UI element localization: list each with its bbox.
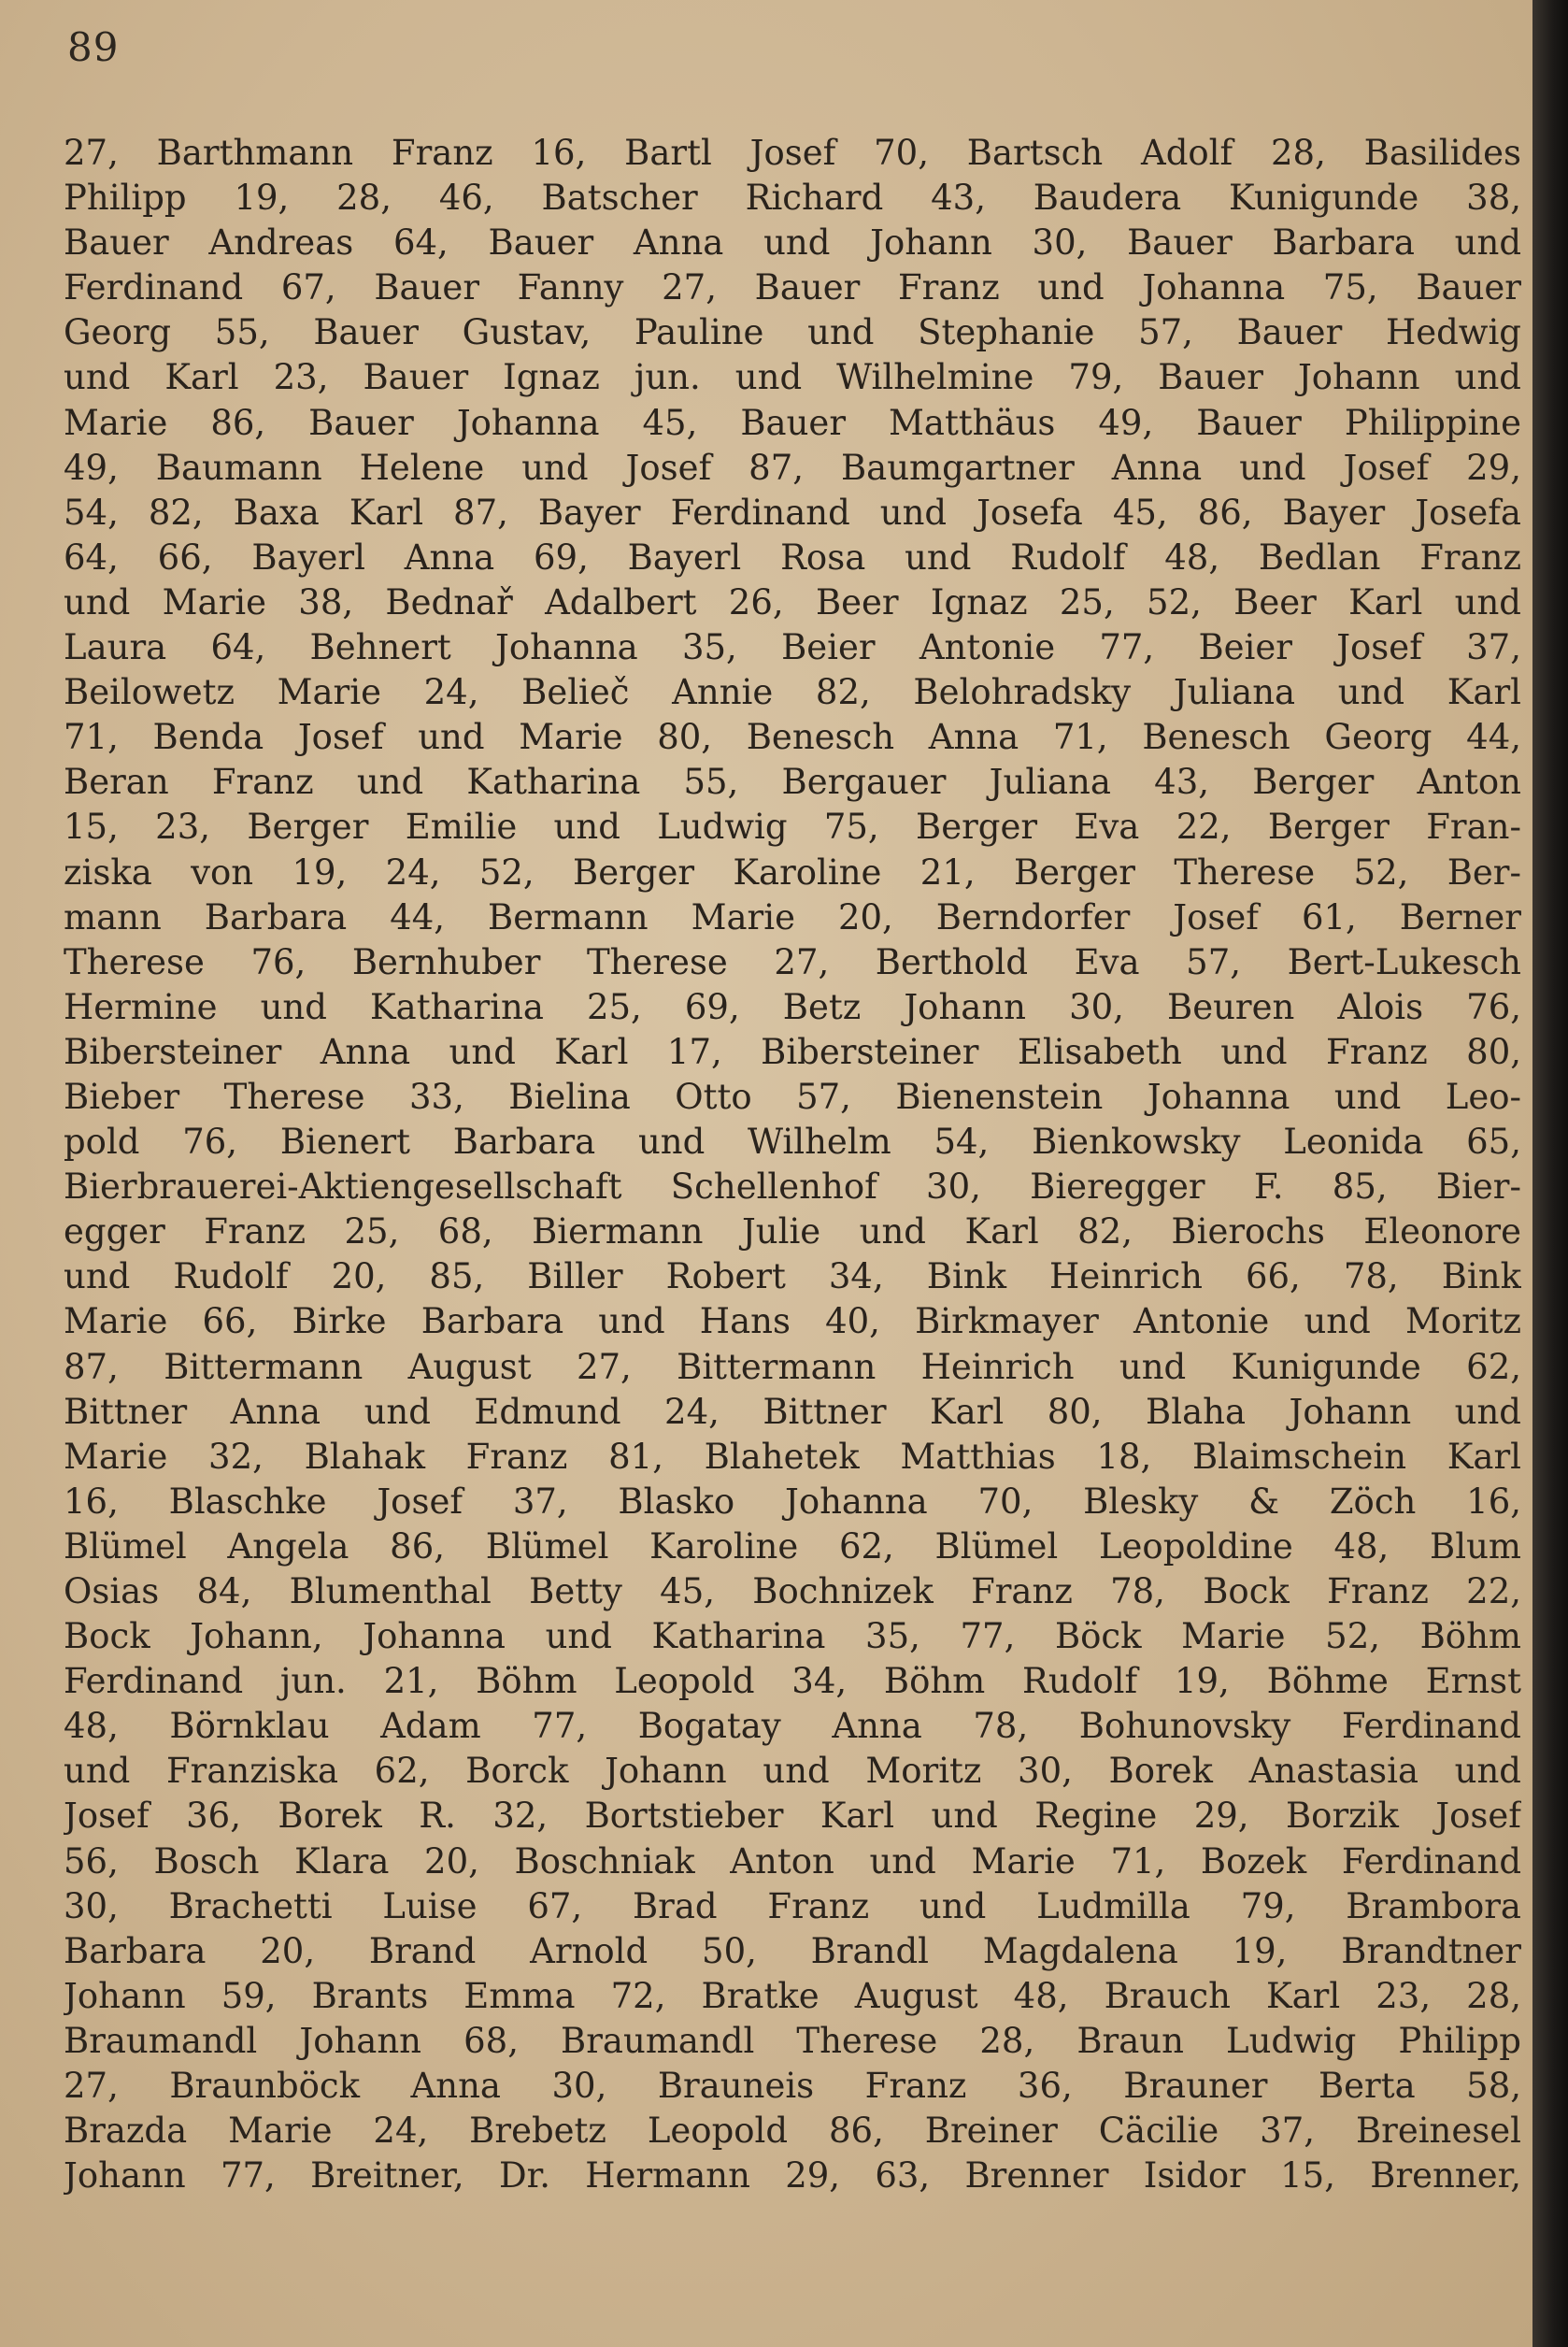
text-line: Philipp 19, 28, 46, Batscher Richard 43, Baudera Kunigunde 38, [64, 178, 1521, 219]
text-line: Therese 76, Bernhuber Therese 27, Berthold Eva 57, Bert-Lukesch [64, 941, 1521, 982]
text-line: 48, Börnklau Adam 77, Bogatay Anna 78, Bohunovsky Ferdinand [64, 1706, 1521, 1747]
text-line: Marie 66, Birke Barbara und Hans 40, Birkmayer Antonie und Moritz [64, 1301, 1521, 1342]
text-line: 27, Barthmann Franz 16, Bartl Josef 70, Bartsch Adolf 28, Basilides [64, 133, 1521, 173]
text-line: Bierbrauerei-Aktiengesellschaft Schellenhof 30, Bieregger F. 85, Bier- [64, 1166, 1521, 1208]
text-line: 64, 66, Bayerl Anna 69, Bayerl Rosa und Rudolf 48, Bedlan Franz [64, 537, 1521, 578]
text-line: 49, Baumann Helene und Josef 87, Baumgartner Anna und Josef 29, [64, 447, 1521, 488]
text-line: Johann 77, Breitner, Dr. Hermann 29, 63, Brenner Isidor 15, Brenner, [64, 2155, 1521, 2197]
text-line: Ferdinand jun. 21, Böhm Leopold 34, Böhm Rudolf 19, Böhme Ernst [64, 1661, 1521, 1702]
text-line: Bauer Andreas 64, Bauer Anna und Johann 30, Bauer Barbara und [64, 222, 1521, 264]
text-line: Georg 55, Bauer Gustav, Pauline und Stephanie 57, Bauer Hedwig [64, 312, 1521, 353]
text-line: und Marie 38, Bednař Adalbert 26, Beer Ignaz 25, 52, Beer Karl und [64, 581, 1521, 623]
text-line: 16, Blaschke Josef 37, Blasko Johanna 70, Blesky & Zöch 16, [64, 1481, 1521, 1522]
text-line: Laura 64, Behnert Johanna 35, Beier Antonie 77, Beier Josef 37, [64, 627, 1521, 668]
text-line: Marie 86, Bauer Johanna 45, Bauer Matthäus 49, Bauer Philippine [64, 402, 1521, 443]
text-line: Bock Johann, Johanna und Katharina 35, 77, Böck Marie 52, Böhm [64, 1616, 1521, 1657]
text-line: Bibersteiner Anna und Karl 17, Bibersteiner Elisabeth und Franz 80, [64, 1031, 1521, 1072]
text-line: Johann 59, Brants Emma 72, Bratke August 48, Brauch Karl 23, 28, [64, 1975, 1521, 2016]
page-number: 89 [67, 24, 120, 70]
text-line: und Franziska 62, Borck Johann und Moritz 30, Borek Anastasia und [64, 1751, 1521, 1792]
text-line: 15, 23, Berger Emilie und Ludwig 75, Berger Eva 22, Berger Fran- [64, 807, 1521, 848]
text-line: 27, Braunböck Anna 30, Brauneis Franz 36, Brauner Berta 58, [64, 2066, 1521, 2107]
text-line: Beilowetz Marie 24, Belieč Annie 82, Belohradsky Juliana und Karl [64, 672, 1521, 713]
index-text-block [64, 131, 1521, 2198]
text-line: egger Franz 25, 68, Biermann Julie und Karl 82, Bierochs Eleonore [64, 1211, 1521, 1252]
text-line: Brazda Marie 24, Brebetz Leopold 86, Breiner Cäcilie 37, Breinesel [64, 2111, 1521, 2152]
text-line: 87, Bittermann August 27, Bittermann Heinrich und Kunigunde 62, [64, 1346, 1521, 1387]
text-line: Barbara 20, Brand Arnold 50, Brandl Magdalena 19, Brandtner [64, 1930, 1521, 1971]
text-line: Bittner Anna und Edmund 24, Bittner Karl 80, Blaha Johann und [64, 1391, 1521, 1432]
text-line: 30, Brachetti Luise 67, Brad Franz und Ludmilla 79, Brambora [64, 1885, 1521, 1926]
text-line: 56, Bosch Klara 20, Boschniak Anton und Marie 71, Bozek Ferdinand [64, 1840, 1521, 1882]
text-line: Beran Franz und Katharina 55, Bergauer Juliana 43, Berger Anton [64, 762, 1521, 803]
text-line: Josef 36, Borek R. 32, Bortstieber Karl und Regine 29, Borzik Josef [64, 1796, 1521, 1837]
text-line: und Karl 23, Bauer Ignaz jun. und Wilhelmine 79, Bauer Johann und [64, 357, 1521, 398]
text-line: Braumandl Johann 68, Braumandl Therese 28, Braun Ludwig Philipp [64, 2020, 1521, 2061]
text-line: 71, Benda Josef und Marie 80, Benesch Anna 71, Benesch Georg 44, [64, 717, 1521, 758]
text-line: und Rudolf 20, 85, Biller Robert 34, Bink Heinrich 66, 78, Bink [64, 1256, 1521, 1297]
text-line: Hermine und Katharina 25, 69, Betz Johann 30, Beuren Alois 76, [64, 986, 1521, 1027]
text-line: mann Barbara 44, Bermann Marie 20, Berndorfer Josef 61, Berner [64, 896, 1521, 937]
text-line: Blümel Angela 86, Blümel Karoline 62, Blümel Leopoldine 48, Blum [64, 1525, 1521, 1567]
text-line: Marie 32, Blahak Franz 81, Blahetek Matthias 18, Blaimschein Karl [64, 1436, 1521, 1477]
text-line: Bieber Therese 33, Bielina Otto 57, Bienenstein Johanna und Leo- [64, 1076, 1521, 1117]
text-line: Osias 84, Blumenthal Betty 45, Bochnizek Franz 78, Bock Franz 22, [64, 1571, 1521, 1611]
text-line: Ferdinand 67, Bauer Fanny 27, Bauer Franz und Johanna 75, Bauer [64, 267, 1521, 308]
text-line: ziska von 19, 24, 52, Berger Karoline 21, Berger Therese 52, Ber- [64, 852, 1521, 893]
text-line: pold 76, Bienert Barbara und Wilhelm 54, Bienkowsky Leonida 65, [64, 1122, 1521, 1163]
book-binding-edge [1532, 0, 1568, 2347]
text-line: 54, 82, Baxa Karl 87, Bayer Ferdinand und Josefa 45, 86, Bayer Josefa [64, 492, 1521, 533]
